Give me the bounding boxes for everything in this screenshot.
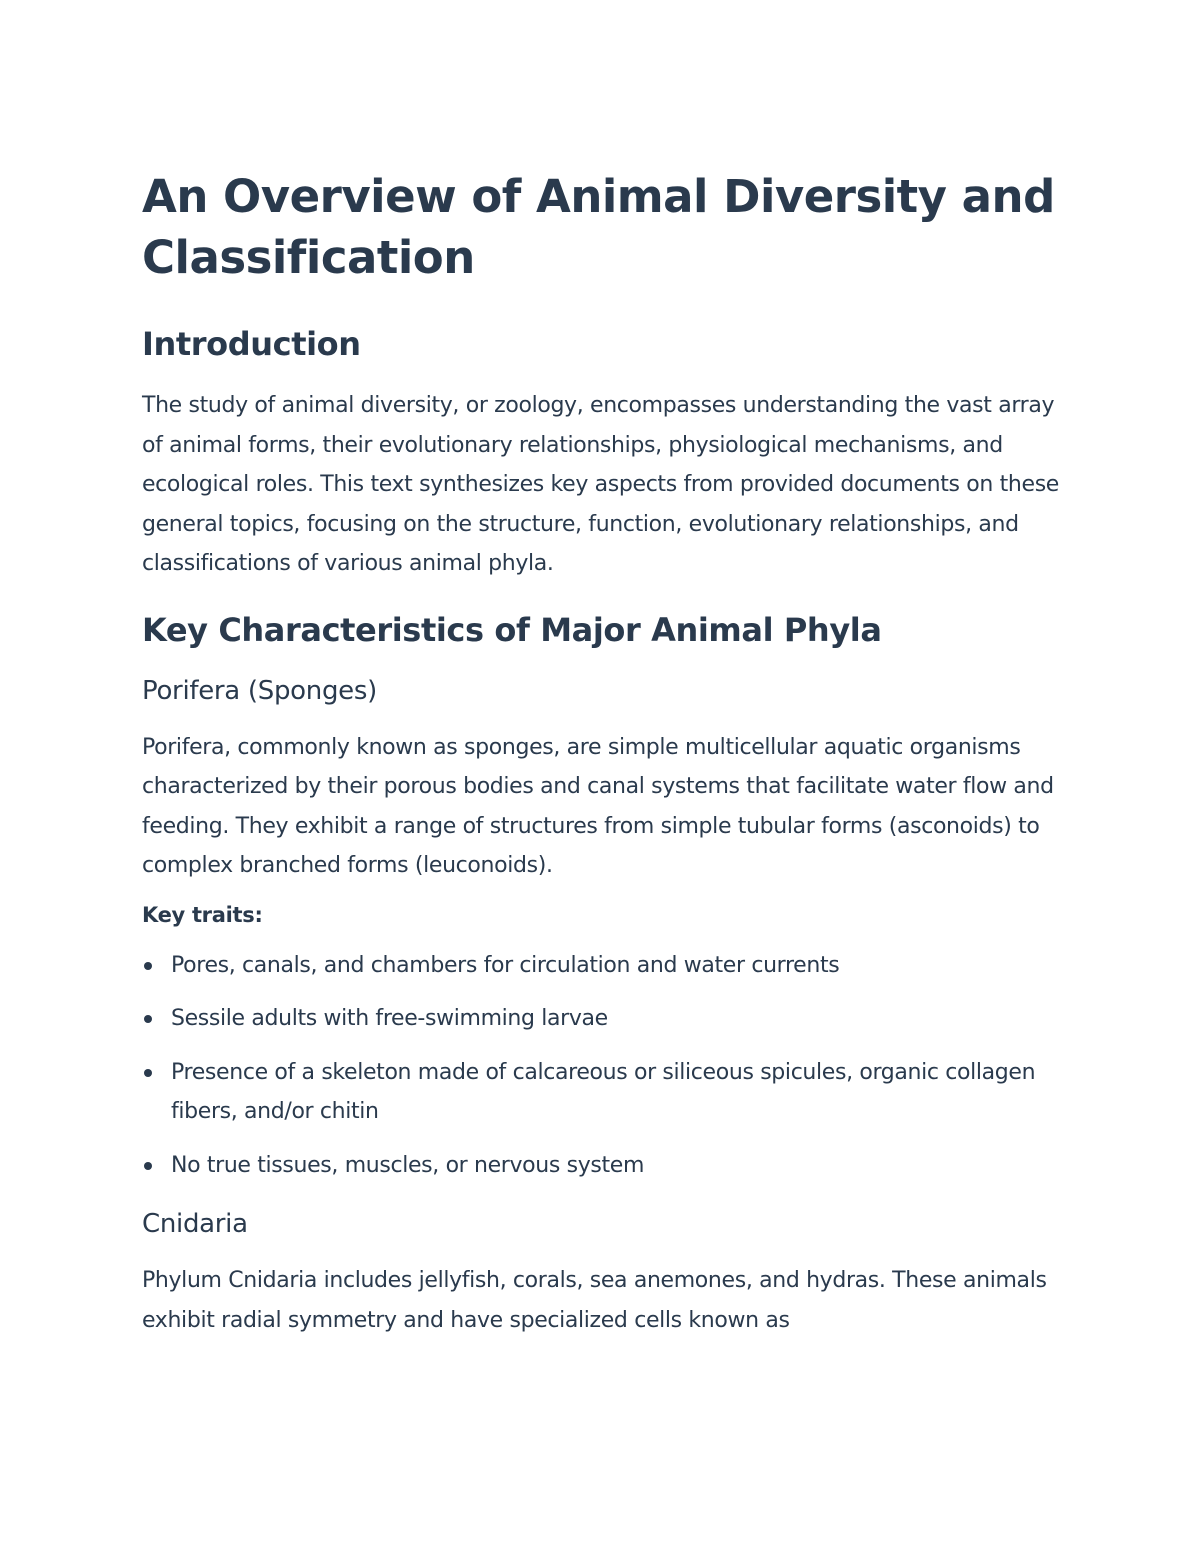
- porifera-heading: Porifera (Sponges): [142, 675, 377, 706]
- bullet-icon: [144, 1162, 152, 1170]
- porifera-paragraph: Porifera, commonly known as sponges, are simple multicellular aquatic organisms characterized by their porous bodies and canal systems that facilitate water flow and feeding. They exhibit a range of structures from simple tubular forms (asconoids) to complex branched forms (leuconoids).: [142, 734, 1054, 878]
- introduction-paragraph: The study of animal diversity, or zoology, encompasses understanding the vast array of animal forms, their evolutionary relationships, physiological mechanisms, and ecological roles. This text synthesizes key aspects from provided documents on these general topics, focusing on the structure, function, evolutionary relationships, and classifications of various animal phyla.: [142, 393, 1059, 576]
- list-item-text: Pores, canals, and chambers for circulation and water currents: [171, 952, 840, 978]
- list-item: [142, 1146, 1072, 1186]
- list-item-text: Presence of a skeleton made of calcareous or siliceous spicules, organic collagen fibers, and/or chitin: [171, 1059, 1036, 1124]
- document-page: [142, 166, 1072, 1340]
- bullet-icon: [144, 962, 152, 970]
- bullet-icon: [144, 1069, 152, 1077]
- list-item: [142, 946, 1072, 986]
- document-title: An Overview of Animal Diversity and Classification: [142, 170, 1055, 284]
- list-item-text: No true tissues, muscles, or nervous system: [171, 1152, 645, 1178]
- bullet-icon: [144, 1015, 152, 1023]
- list-item-text: Sessile adults with free-swimming larvae: [171, 1006, 608, 1031]
- introduction-heading: Introduction: [142, 325, 361, 363]
- key-traits-label: Key traits:: [142, 902, 263, 927]
- key-characteristics-heading: Key Characteristics of Major Animal Phyla: [142, 610, 882, 649]
- list-item: [142, 999, 1072, 1039]
- porifera-traits-list: [142, 946, 1072, 1186]
- list-item: [142, 1053, 1072, 1132]
- cnidaria-heading: Cnidaria: [142, 1209, 248, 1239]
- cnidaria-paragraph: Phylum Cnidaria includes jellyfish, corals, sea anemones, and hydras. These animals exhibit radial symmetry and have specialized cells known as: [142, 1268, 1047, 1333]
